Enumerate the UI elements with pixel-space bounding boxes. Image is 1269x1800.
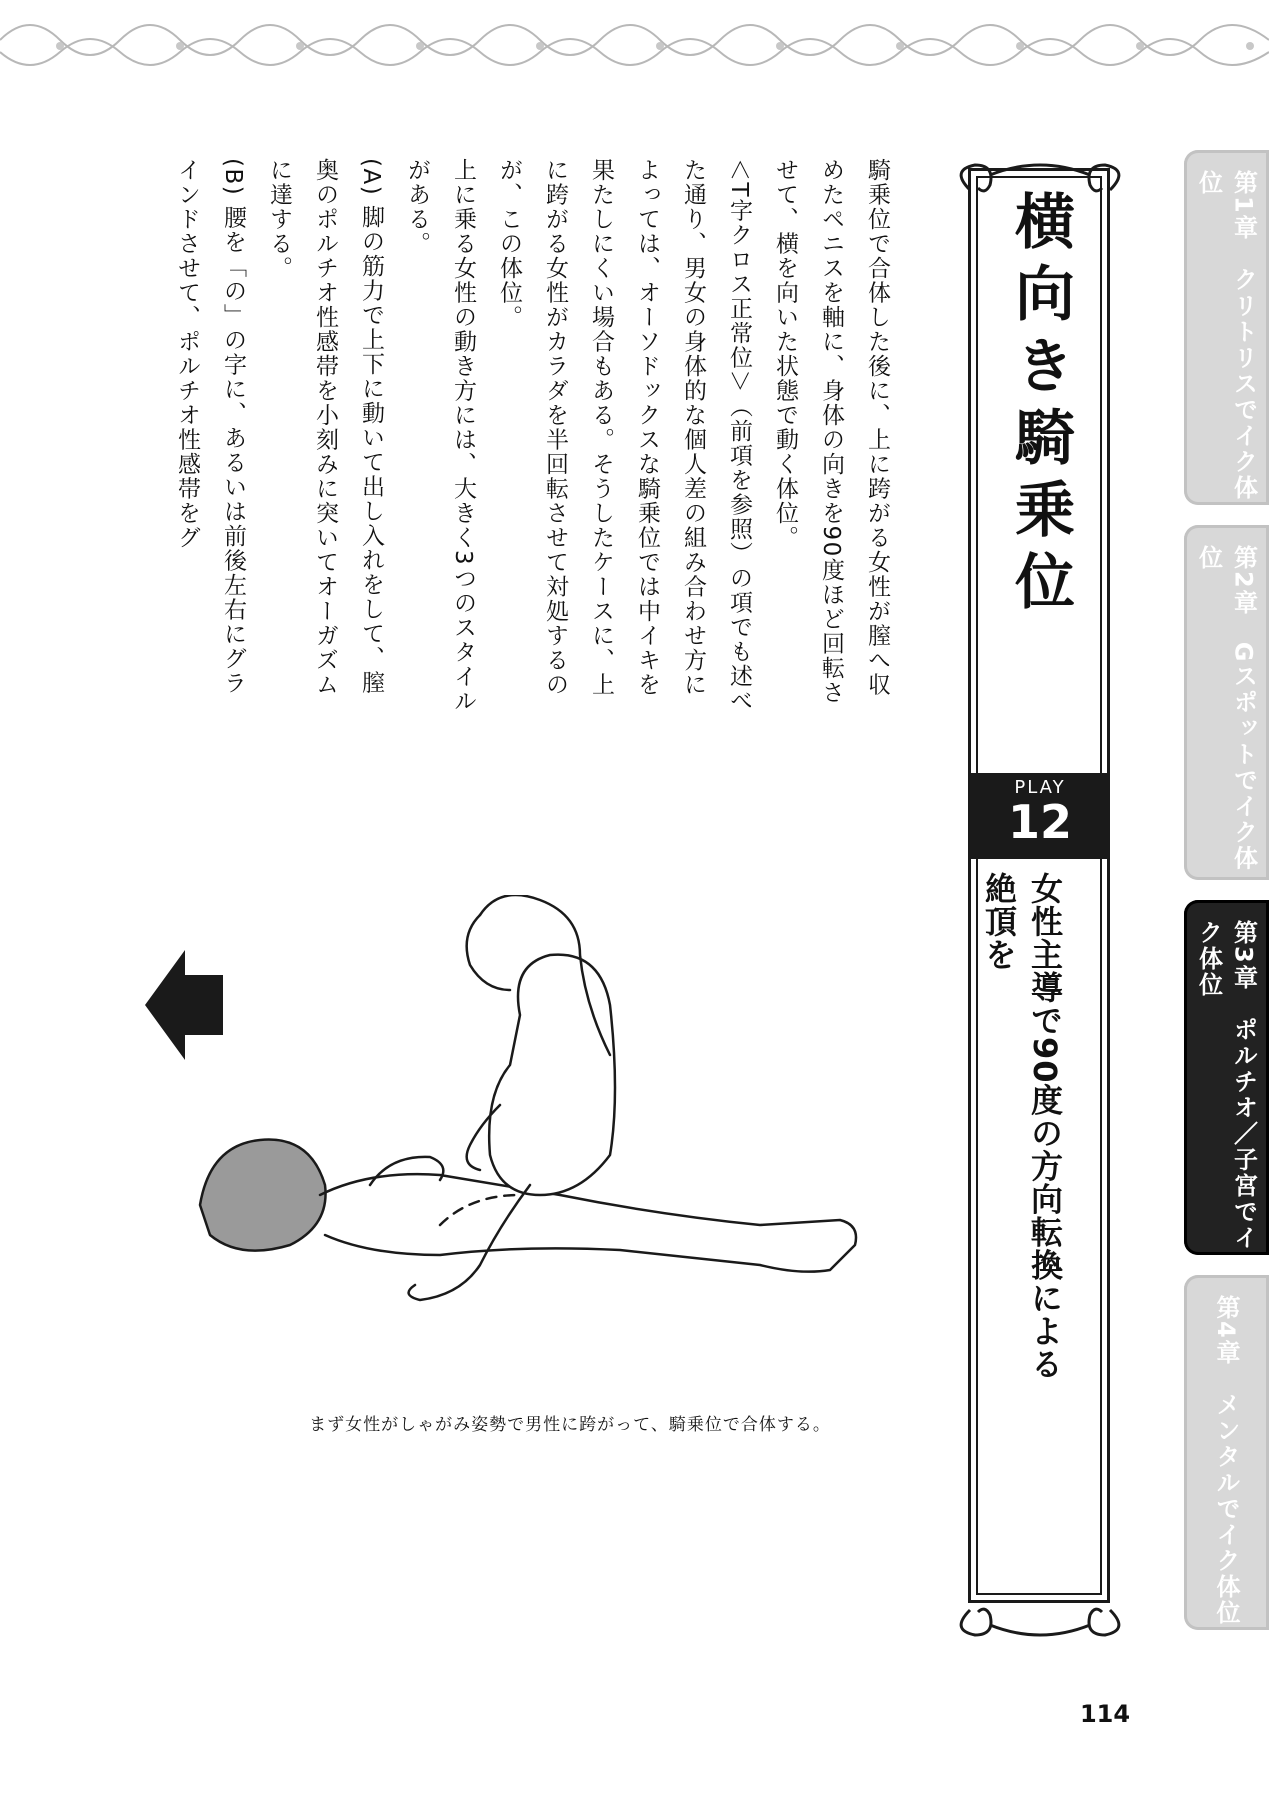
paragraph: 上に乗る女性の動き方には、大きく3つのスタイルがある。 xyxy=(404,158,476,714)
chapter-tab-1[interactable]: 第1章 クリトリスでイク体位 xyxy=(1184,150,1269,505)
chapter-tab-2[interactable]: 第2章 Gスポットでイク体位 xyxy=(1184,525,1269,880)
play-badge xyxy=(971,773,1109,859)
play-number: 12 xyxy=(1007,795,1072,849)
chapter-tab-3[interactable]: 第3章 ポルチオ／子宮でイク体位 xyxy=(1184,900,1269,1255)
paragraph: (A) 脚の筋力で上下に動いて出し入れをして、膣奥のポルチオ性感帯を小刻みに突いてオーガズムに達する。 xyxy=(266,158,384,697)
figure-caption: まず女性がしゃがみ姿勢で男性に跨がって、騎乗位で合体する。 xyxy=(309,1415,831,1435)
paragraph: ＜T字クロス正常位＞（前項を参照）の項でも述べた通り、男女の身体的な個人差の組み合わせ方によっては、オーソドックスな騎乗位では中イキを果たしにくい場合もある。そうしたケースに、上に跨がる女性がカラダを半回転させて対処するのが、この体位。 xyxy=(496,158,752,713)
page-title: 横向き騎乗位 xyxy=(1005,190,1075,622)
illustration xyxy=(140,895,940,1365)
lace-border xyxy=(0,0,1269,90)
paragraph: 騎乗位で合体した後に、上に跨がる女性が膣へ収めたペニスを軸に、身体の向きを90度ほど回転させて、横を向いた状態で動く体位。 xyxy=(772,158,890,705)
paragraph: (B) 腰を「の」の字に、あるいは前後左右にグラインドさせて、ポルチオ性感帯をグ xyxy=(174,158,246,696)
frame-ornament-bottom xyxy=(940,1580,1140,1650)
play-label: PLAY xyxy=(1014,777,1066,798)
page-number: 114 xyxy=(1079,1700,1131,1728)
chapter-tab-4[interactable]: 第4章 メンタルでイク体位 xyxy=(1184,1275,1269,1630)
article-body xyxy=(140,158,900,718)
subtitle: 女性主導で90度の方向転換による絶頂を xyxy=(980,872,1064,1381)
